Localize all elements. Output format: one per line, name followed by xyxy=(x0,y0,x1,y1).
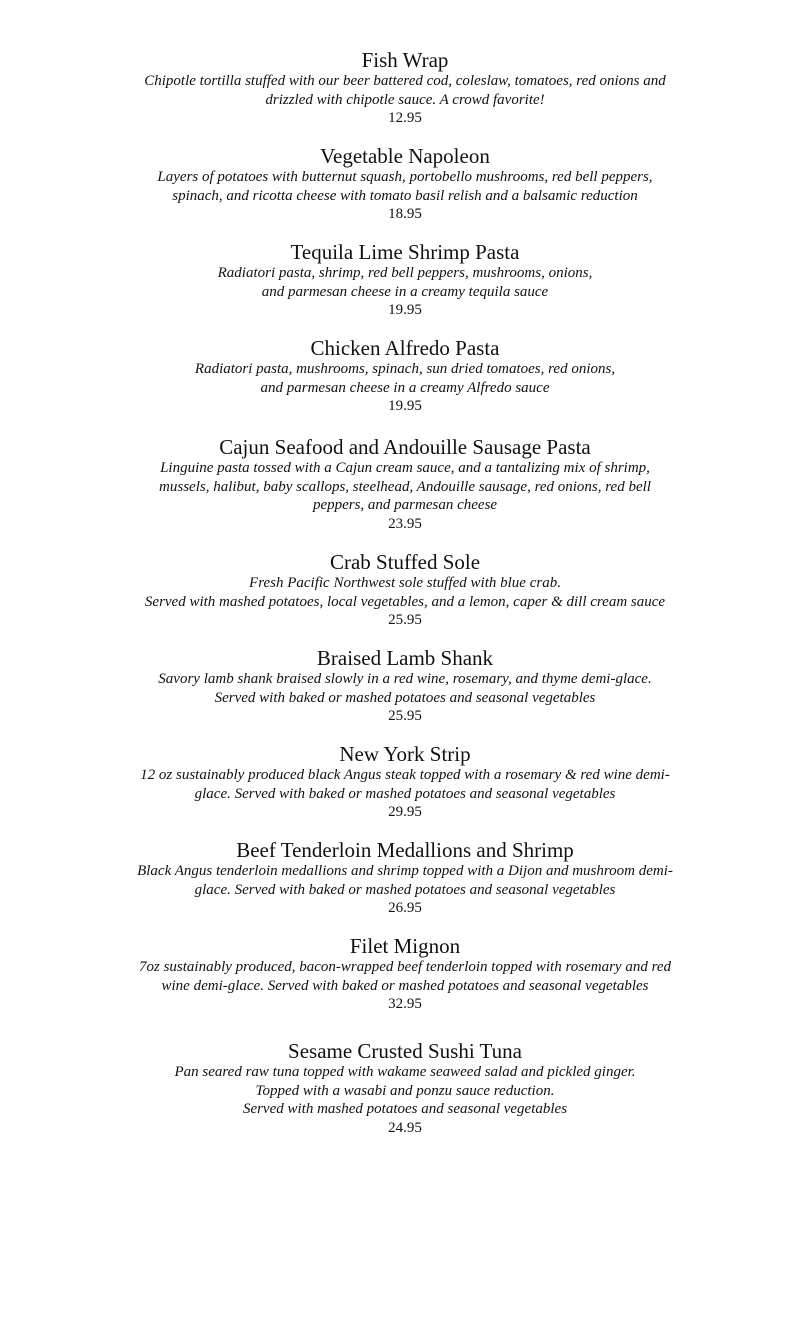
menu-item xyxy=(0,646,810,726)
menu-item xyxy=(0,1039,810,1137)
dish-price: 29.95 xyxy=(388,804,422,820)
dish-description: Black Angus tenderloin medallions and shrimp topped with a Dijon and mushroom demi- glace. Served with baked or mashed potatoes and seasonal vegetables xyxy=(137,863,673,898)
dish-price: 23.95 xyxy=(388,515,422,532)
dish-name: New York Strip xyxy=(339,742,471,766)
menu-item xyxy=(0,435,810,533)
dish-price: 19.95 xyxy=(388,302,422,318)
dish-description: Layers of potatoes with butternut squash, portobello mushrooms, red bell peppers, spinach, and ricotta cheese with tomato basil relish and a balsamic reduction xyxy=(157,169,653,204)
dish-name: Crab Stuffed Sole xyxy=(329,550,481,574)
dish-name: Filet Mignon xyxy=(349,934,461,958)
menu-item xyxy=(0,336,810,416)
dish-name: Cajun Seafood and Andouille Sausage Pasta xyxy=(219,435,591,459)
dish-name: Chicken Alfredo Pasta xyxy=(310,336,500,360)
menu-item xyxy=(0,934,810,1014)
dish-price: 25.95 xyxy=(388,612,422,628)
menu-item xyxy=(0,240,810,320)
dish-name: Vegetable Napoleon xyxy=(320,144,490,168)
dish-description: Chipotle tortilla stuffed with our beer battered cod, coleslaw, tomatoes, red onions and drizzled with chipotle sauce. A crowd favorite! xyxy=(144,73,666,108)
menu-item xyxy=(0,48,810,128)
menu-item xyxy=(0,550,810,630)
dish-description: Linguine pasta tossed with a Cajun cream sauce, and a tantalizing mix of shrimp, mussels, halibut, baby scallops, steelhead, Andouille sausage, red onions, red bell peppers, and parmesan cheese xyxy=(159,460,651,513)
dish-description: Savory lamb shank braised slowly in a red wine, rosemary, and thyme demi-glace. Served with baked or mashed potatoes and seasonal vegetables xyxy=(158,671,652,706)
dish-price: 12.95 xyxy=(388,110,422,126)
dish-name: Braised Lamb Shank xyxy=(316,646,494,670)
dish-name: Beef Tenderloin Medallions and Shrimp xyxy=(236,838,574,862)
dish-description: Radiatori pasta, shrimp, red bell peppers, mushrooms, onions, and parmesan cheese in a creamy tequila sauce xyxy=(217,265,593,300)
dish-name: Sesame Crusted Sushi Tuna xyxy=(288,1039,522,1063)
dish-description: Radiatori pasta, mushrooms, spinach, sun dried tomatoes, red onions, and parmesan cheese in a creamy Alfredo sauce xyxy=(194,361,616,396)
dish-price: 25.95 xyxy=(388,708,422,724)
dish-description: 7oz sustainably produced, bacon-wrapped beef tenderloin topped with rosemary and red wine demi-glace. Served with baked or mashed potatoes and seasonal vegetables xyxy=(138,959,672,994)
dish-description: Pan seared raw tuna topped with wakame seaweed salad and pickled ginger. Topped with a wasabi and ponzu sauce reduction. Served with mashed potatoes and seasonal vegetables xyxy=(174,1064,636,1117)
dish-price: 19.95 xyxy=(388,398,422,414)
dish-name: Fish Wrap xyxy=(361,48,449,72)
menu-item xyxy=(0,838,810,918)
menu-item xyxy=(0,144,810,224)
menu-item xyxy=(0,742,810,822)
dish-price: 18.95 xyxy=(388,206,422,222)
dish-name: Tequila Lime Shrimp Pasta xyxy=(290,240,520,264)
dish-price: 32.95 xyxy=(388,996,422,1012)
dish-price: 26.95 xyxy=(388,900,422,916)
dish-price: 24.95 xyxy=(388,1119,422,1136)
dish-description: Fresh Pacific Northwest sole stuffed with blue crab. Served with mashed potatoes, local vegetables, and a lemon, caper & dill cream sauce xyxy=(144,575,666,610)
dish-description: 12 oz sustainably produced black Angus steak topped with a rosemary & red wine demi- glace. Served with baked or mashed potatoes and seasonal vegetables xyxy=(140,767,670,802)
